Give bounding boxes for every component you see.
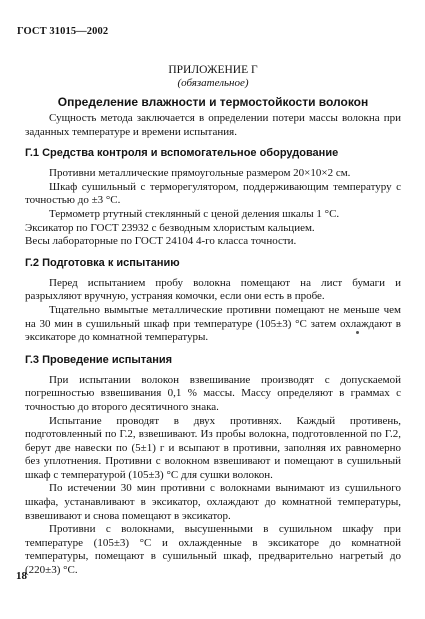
section-2-paragraph-2: Тщательно вымытые металлические противни помещают не меньше чем на 30 мин в сушильный шкаф при температуре (105±3) °С затем охлаждают в эксикаторе до комнатной температуры. (25, 303, 401, 344)
section-3-heading: Г.3 Проведение испытания (25, 353, 173, 366)
section-1-paragraph-1: Противни металлические прямоугольные размером 20×10×2 см. (49, 167, 351, 180)
page-content (25, 64, 401, 578)
section-2-heading: Г.2 Подготовка к испытанию (25, 256, 180, 269)
section-2-paragraph-1: Перед испытанием пробу волокна помещают на лист бумаги и разрыхляют вручную, устраняя комочки, если они есть в пробе. (25, 276, 401, 303)
section-3-paragraph-3: По истечении 30 мин противни с волокнами вынимают из сушильного шкафа, устанавливают в эксикатор, охлаждают до комнатной температуры, взвешивают и снова помещают в эксикатор. (25, 482, 401, 522)
section-3-paragraph-4: Противни с волокнами, высушенными в сушильном шкафу при температуре (105±3) °С и охлажденные в эксикаторе до комнатной температуры, помещают в сушильный шкаф, предварительно нагретый до (220±3) °С. (25, 523, 401, 577)
section-1-paragraph-2: Шкаф сушильный с терморегулятором, поддерживающим температуру с точностью до ±3 °С. (25, 180, 401, 207)
scan-speck (356, 331, 359, 334)
section-3-paragraph-1: При испытании волокон взвешивание производят с допускаемой погрешностью взвешивания 0,1 % массы. Массу определяют в граммах с точностью до второго десятичного знака. (25, 373, 401, 413)
section-1-heading: Г.1 Средства контроля и вспомогательное оборудование (25, 147, 339, 160)
section-1-paragraph-3: Термометр ртутный стеклянный с ценой деления шкалы 1 °С. Эксикатор по ГОСТ 23932 с безводным хлористым кальцием. Весы лабораторные по ГОСТ 24104 4-го класса точности. (25, 207, 340, 248)
appendix-title: Определение влажности и термостойкости волокон (57, 95, 369, 109)
section-3-paragraph-2: Испытание проводят в двух противнях. Каждый противень, подготовленный по Г.2, взвешивают. Из пробы волокна, подготовленной по Г.2, берут две навески по (5±1) г и всыпают в противни, заполняя их равномерно без уплотнения. Противни с волокном взвешивают и помещают в сушильный шкаф с температурой (105±3) °С для сушки волокон. (25, 414, 401, 481)
page-number: 18 (16, 570, 27, 582)
standard-number: ГОСТ 31015—2002 (17, 26, 109, 37)
appendix-status: (обязательное) (177, 77, 249, 89)
appendix-label: ПРИЛОЖЕНИЕ Г (168, 64, 258, 76)
intro-paragraph: Сущность метода заключается в определении потери массы волокна при заданных температуре и времени испытания. (25, 112, 401, 138)
